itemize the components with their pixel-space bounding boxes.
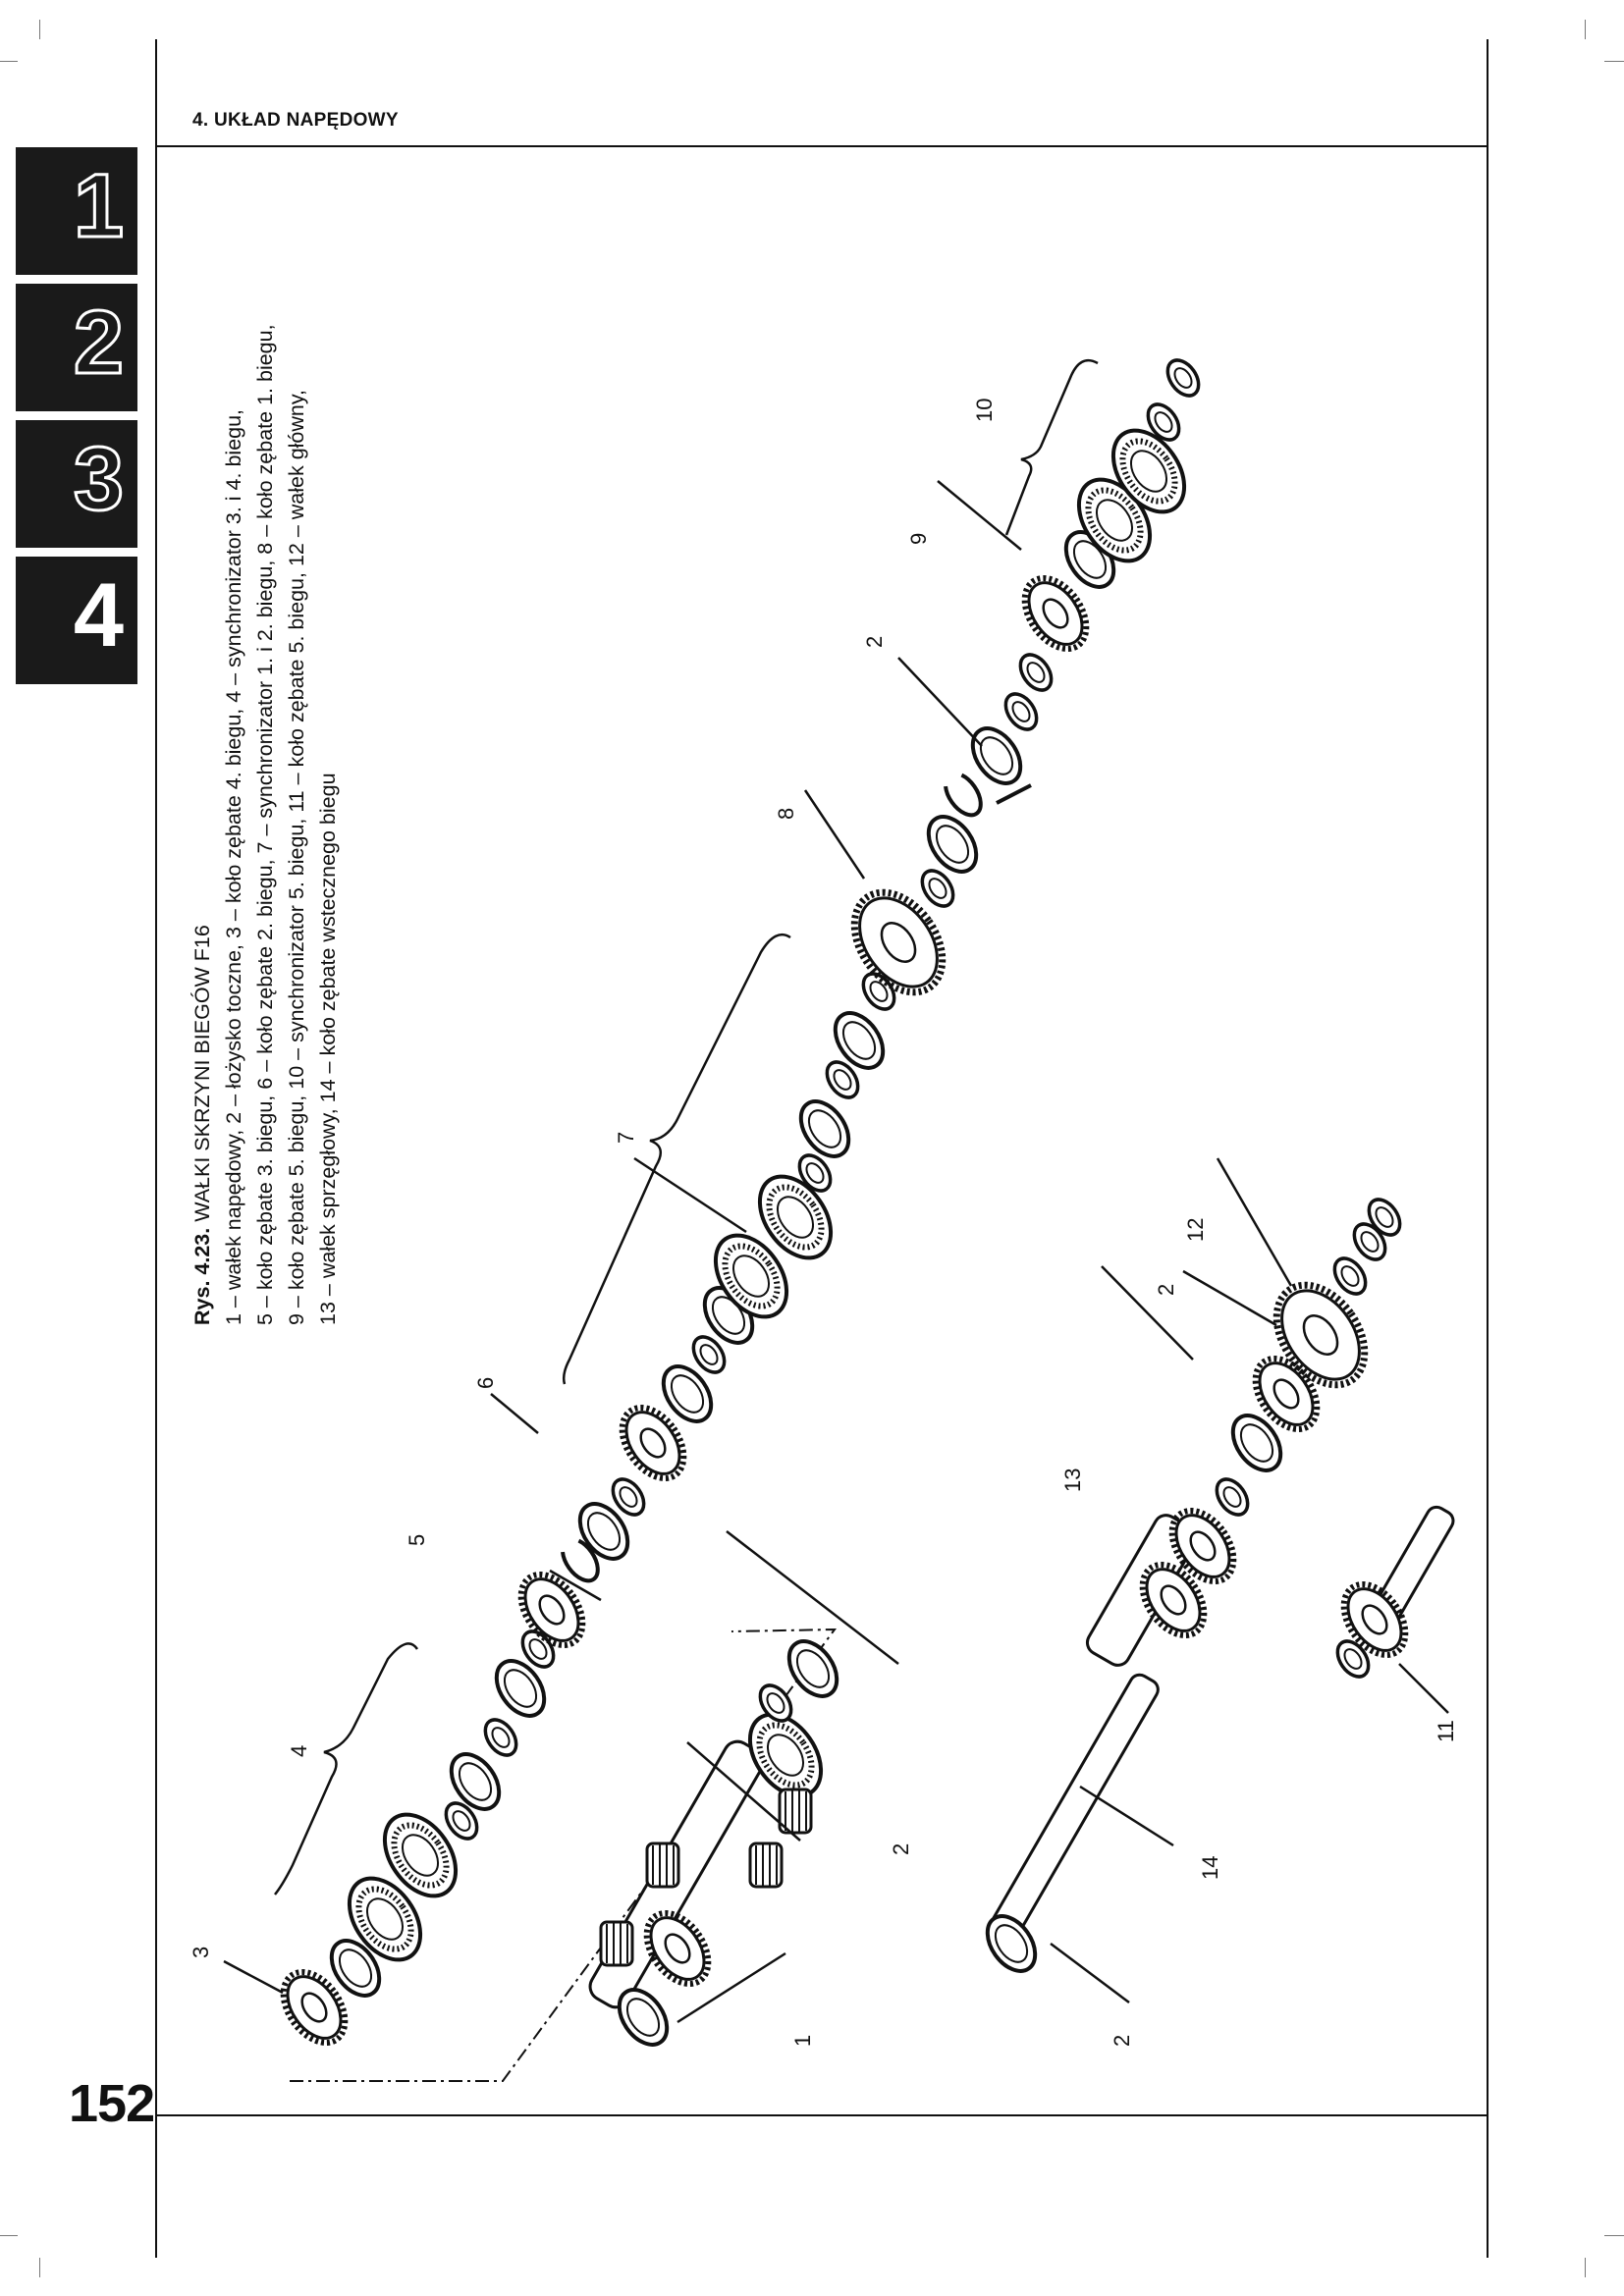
part-sring [1000,688,1043,735]
figure-label: Rys. 4.23. [190,1227,214,1325]
part-sring [479,1714,522,1761]
chapter-tab-label: 3 [73,429,124,529]
section-header: 4. UKŁAD NAPĘDOWY [192,110,399,131]
callout-11: 12 [1183,1217,1208,1242]
callout-8: 8 [774,807,798,820]
clutch-shaft-assembly [978,1672,1162,1980]
callout-14: 11 [1434,1720,1458,1742]
callout-7: 7 [614,1131,638,1144]
clutch-shaft [989,1672,1162,1942]
part-sring [916,865,959,912]
chapter-tab-label: 2 [73,293,124,393]
callout-2: 2 [1110,2034,1134,2047]
part-sring [1162,354,1205,401]
callout-5: 5 [405,1533,429,1546]
page-number: 152 [69,2074,155,2133]
callout-1: 1 [790,2034,815,2047]
part-ring [963,720,1030,792]
callout-6: 6 [473,1376,498,1389]
callout-2: 2 [889,1842,913,1855]
input-shaft-assembly [290,1629,846,2081]
callout-2: 2 [862,635,887,648]
part-clip [943,773,988,821]
callout-4: 4 [287,1744,311,1757]
caption-legend-line: 1 – wałek napędowy, 2 – łożysko toczne, 3 – koło zębate 4. biegu, 4 – synchronizator 3. i 4. biegu, [222,408,245,1325]
leaders [224,360,1448,2022]
caption-legend-line: 9 – koło zębate 5. biegu, 10 – synchronizator 5. biegu, 11 – koło zębate 5. biegu, 12 – wałek główny, [285,389,308,1325]
callout-9: 9 [906,532,931,545]
chapter-tab-label: 1 [73,156,124,256]
part-pin [997,785,1031,803]
callout-10: 10 [972,398,997,422]
figure-title: WAŁKI SKRZYNI BIEGÓW F16 [190,925,214,1222]
caption-legend-line: 5 – koło zębate 3. biegu, 6 – koło zębate 2. biegu, 7 – synchronizator 1. i 2. biegu, 8 – koło zębate 1. biegu, [253,324,277,1325]
reverse-gear-assembly [1331,1504,1457,1682]
callout-2: 2 [1154,1283,1178,1296]
part-ring [791,1093,858,1165]
callout-13: 14 [1198,1855,1222,1880]
part-sring [1014,649,1057,696]
caption-legend-line: 13 – wałek sprzęgłowy, 14 – koło zębate wstecznego biegu [316,773,340,1325]
callout-12: 13 [1060,1468,1085,1492]
callout-3: 3 [189,1946,213,1958]
chapter-tab-label: 4 [73,565,124,666]
